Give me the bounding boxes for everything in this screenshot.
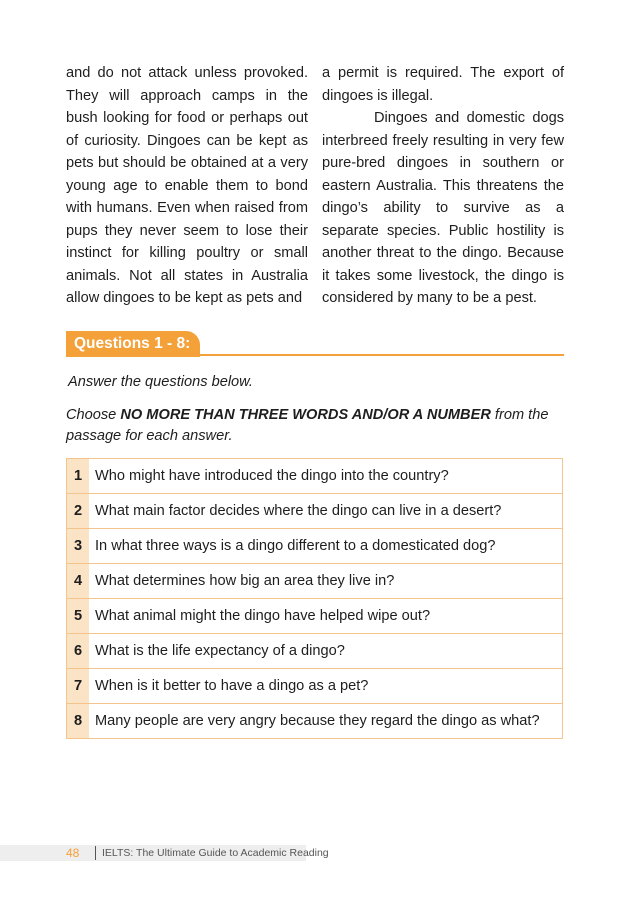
questions-table (66, 458, 563, 739)
instruction-text: from the passage for each answer. (66, 407, 549, 444)
question-row (67, 599, 563, 634)
question-number: 3 (67, 529, 90, 564)
question-number: 4 (67, 564, 90, 599)
question-text: What is the life expectancy of a dingo? (89, 634, 563, 669)
question-number: 2 (67, 494, 90, 529)
question-row (67, 529, 563, 564)
question-row (67, 634, 563, 669)
instruction-text: Choose (66, 407, 121, 423)
question-row (67, 494, 563, 529)
passage-paragraph: Dingoes and domestic dogs interbreed freely resulting in very few pure-bred dingoes in southern or eastern Australia. This threatens the dingo’s ability to survive as a separate species. Public hostility is another threat to the dingo. Because it takes some livestock, the dingo is considered by many to be a pest. (322, 110, 564, 306)
question-text: Many people are very angry because they regard the dingo as what? (89, 704, 563, 739)
instruction-line: Answer the questions below. (68, 374, 253, 390)
page-number: 48 (66, 846, 80, 860)
questions-heading: Questions 1 - 8: (66, 331, 200, 357)
question-text: What animal might the dingo have helped wipe out? (89, 599, 563, 634)
passage-paragraph: a permit is required. The export of dingoes is illegal. (322, 65, 564, 104)
question-row (67, 669, 563, 704)
question-text: What main factor decides where the dingo can live in a desert? (89, 494, 563, 529)
question-text: What determines how big an area they live in? (89, 564, 563, 599)
question-number: 6 (67, 634, 90, 669)
question-row (67, 704, 563, 739)
question-row (67, 564, 563, 599)
question-text: In what three ways is a dingo different to a domesticated dog? (89, 529, 563, 564)
passage-right-column (322, 62, 564, 310)
passage-left-column (66, 62, 308, 310)
question-number: 1 (67, 459, 90, 494)
question-number: 8 (67, 704, 90, 739)
footer-divider (95, 846, 96, 860)
question-number: 5 (67, 599, 90, 634)
footer-book-title: IELTS: The Ultimate Guide to Academic Reading (102, 847, 329, 859)
question-number: 7 (67, 669, 90, 704)
instruction-emphasis: NO MORE THAN THREE WORDS AND/OR A NUMBER (120, 407, 491, 423)
question-text: When is it better to have a dingo as a pet? (89, 669, 563, 704)
question-row (67, 459, 563, 494)
question-text: Who might have introduced the dingo into the country? (89, 459, 563, 494)
instruction-line (66, 405, 566, 447)
passage-paragraph: and do not attack unless provoked. They will approach camps in the bush looking for food or perhaps out of curiosity. Dingoes can be kept as pets but should be obtained at a very young age to enable them to bond with humans. Even when raised from pups they never seem to lose their instinct for killing poultry or small animals. Not all states in Australia allow dingoes to be kept as pets and (66, 65, 308, 306)
